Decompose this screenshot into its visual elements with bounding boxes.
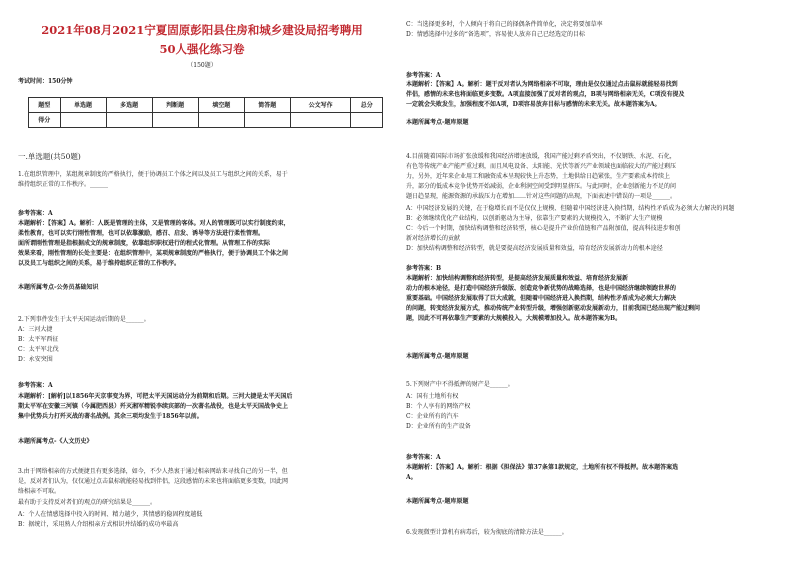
- question-topic: 本题所属考点-公务员基础知识: [18, 284, 99, 291]
- score-cell: [152, 113, 198, 128]
- score-table-header: 总分: [351, 98, 383, 113]
- option-b: B：据统计，采用熟人介绍相亲方式相识并结婚的成功率最高: [18, 521, 179, 528]
- option-c: C：太平军北伐: [18, 346, 59, 353]
- answer-label: 参考答案：A: [406, 454, 441, 461]
- option-c: C：今后一个时期，加快结构调整和经济转型，核心是提升产业价值链和产品附加值，提高科技进步和创: [406, 225, 681, 232]
- question-text-line: 有色等传统产业产能严重过剩，而且风电设备、太阳能、光伏等新兴产业领域也面临较大的产能过剩压: [406, 163, 677, 170]
- analysis-line: 本题解析：【答案】A。解析：题干反对者认为网络相亲不可取，理由是仅仅通过点击鼠标就能轻易找到: [406, 81, 678, 88]
- option-a: A：个人在情感选择中投入的时间、精力越少，其情感的稳固程度越低: [18, 511, 203, 518]
- score-table-header: 简答题: [244, 98, 290, 113]
- question-5: 5.下列财产中不得抵押的财产是______。: [406, 381, 514, 388]
- analysis-line: 期太平军在安徽三河镇（今属肥西县）歼灭湘军精锐李续宾部的一次著名战役，也是太平天国战争史上: [18, 403, 289, 410]
- score-cell: [244, 113, 290, 128]
- answer-analysis: [406, 80, 685, 110]
- option-d: D：永安突围: [18, 356, 53, 363]
- exam-time: 考试时间：150分钟: [18, 78, 73, 85]
- question-options: [406, 204, 734, 254]
- answer-analysis: [18, 392, 292, 422]
- analysis-line: 本题解析：加快结构调整和经济转型，是提高经济发展质量和效益、培育经济发展新: [406, 275, 629, 282]
- question-count: （150题）: [187, 62, 217, 69]
- option-b: B：太平军西征: [18, 336, 59, 343]
- analysis-line: A。: [406, 474, 417, 481]
- question-prompt: 最有助于支持反对者们的观点的研究结果是______。: [18, 499, 157, 506]
- question-text-line: 4.目前随着国际市场扩张放缓和我国经济增速放缓，我国产能过剩矛盾突出，不仅钢铁、水泥、石化，: [406, 153, 676, 160]
- question-text-line: 力，另外，近年来企业用工和融资成本呈现较快上升态势，土地供给日趋紧张，生产要素成本持续上: [406, 173, 671, 180]
- option-a: A：三河大捷: [18, 326, 53, 333]
- question-text-line: 是，反对者们认为，仅仅通过点击鼠标就能轻易找到伴侣，这段感情的未来也将面临更多变数，因此网: [18, 478, 289, 485]
- score-cell: [351, 113, 383, 128]
- score-table-header: 题型: [29, 98, 61, 113]
- score-cell: [106, 113, 152, 128]
- left-column: [18, 0, 386, 565]
- analysis-line: 本题解析：【答案】A。解析：人既是管理的主体，又是管理的客体。对人的管理既可以实行制度约束，: [18, 220, 290, 227]
- option-d: D：情感选择中过多的“备选项”，容易使人放弃自己已经选定的目标: [406, 31, 585, 38]
- answer-analysis: [406, 274, 700, 324]
- option-a: A：国有土地所有权: [406, 393, 459, 400]
- score-table-header: 单选题: [60, 98, 106, 113]
- section-heading: 一.单选题(共50题): [18, 152, 81, 161]
- question-options: [406, 392, 471, 432]
- score-table: [28, 97, 383, 128]
- right-column: [406, 0, 784, 565]
- option-c-cont: 新对经济增长的贡献: [406, 235, 461, 242]
- answer-analysis: [406, 463, 678, 483]
- question-options: [406, 20, 603, 40]
- analysis-line: 的问题，转变经济发展方式，推动传统产业转型升级，增强创新驱动发展新动力，目前我国已经出现产能过剩问: [406, 305, 701, 312]
- option-b: B：必须继续优化产业结构，以创新驱动为主导，依靠生产要素的大规模投入，不断扩大生产规模: [406, 215, 663, 222]
- score-table-header-row: [29, 98, 383, 113]
- question-topic: 本题所属考点-题库原题: [406, 353, 469, 360]
- answer-label: 参考答案：A: [18, 210, 53, 217]
- question-6: 6.发现微型计算机有病毒后，较为彻底的清除方法是______。: [406, 529, 568, 536]
- score-table-header: 判断题: [152, 98, 198, 113]
- option-a: A：中国经济发展的关键，在于稳增长而不是仅仅上规模、但随着中国经济进入换挡期，结构性矛盾成为必须大力解决的问题: [406, 205, 735, 212]
- question-text-line: 题日趋显现，能源资源的承载压力在增加……针对这些问题的出现，下面表述中错误的一项是______。: [406, 193, 677, 200]
- question-4: [406, 152, 676, 202]
- question-options: [18, 510, 202, 530]
- score-table-row: [29, 113, 383, 128]
- question-text-line: 1.在组织管理中，某组规章制度的严格执行，便于协调员工个体之间以及员工与组织之间的关系，易于: [18, 171, 288, 178]
- score-table-header: 填空题: [198, 98, 244, 113]
- score-row-label: 得分: [29, 113, 61, 128]
- option-d: D：企业所有的生产设备: [406, 423, 471, 430]
- analysis-line: 本题解析：【答案】A。解析：根据《担保法》第37条第1款规定，土地所有权不得抵押。故本题答案选: [406, 464, 679, 471]
- question-3: [18, 467, 288, 497]
- analysis-line: 题，因此不可再依靠生产要素的大规模投入，大规模增加投入。故本题答案为B。: [406, 315, 622, 322]
- analysis-line: 本题解析：[解析]以1856年天京事变为界，可把太平天国运动分为前期和后期。三河大捷是太平天国后: [18, 393, 293, 400]
- page-title-line2: 50人强化练习卷: [159, 42, 245, 56]
- question-topic: 本题所属考点-题库原题: [406, 498, 469, 505]
- question-1: [18, 170, 288, 190]
- analysis-line: 效果来看，刚性管理的长处主要是：在组织管理中，某项规章制度的严格执行，便于协调员工个体之间: [18, 250, 289, 257]
- score-cell: [198, 113, 244, 128]
- score-cell: [290, 113, 351, 128]
- option-b: B：个人享有的网络产权: [406, 403, 471, 410]
- score-table-header: 多选题: [106, 98, 152, 113]
- question-text-line: 维持组织正常的工作秩序。______: [18, 181, 109, 188]
- score-table-header: 公文写作: [290, 98, 351, 113]
- question-topic: 本题所属考点-题库原题: [406, 119, 469, 126]
- analysis-line: 伴侣，感情的未来也将面临更多变数。A项直接加强了反对者的观点，B项与网络相亲无关，C项没有提及: [406, 91, 685, 98]
- question-text-line: 升，部分的低成本竞争优势开始减弱，企业利润空间受到明显挤压。与此同时，企业创新能力不足的问: [406, 183, 677, 190]
- analysis-line: 集中优势兵力打歼灭战的著名战例。其余三项均发生于1856年以前。: [18, 413, 203, 420]
- answer-label: 参考答案：A: [18, 382, 53, 389]
- answer-label: 参考答案：B: [406, 265, 442, 272]
- analysis-line: 以及员工与组织之间的关系，易于维持组织正常的工作秩序。: [18, 260, 181, 267]
- question-topic: 本题所属考点-《人文历史》: [18, 438, 93, 445]
- page-title-line1: 2021年08月2021宁夏固原彭阳县住房和城乡建设局招考聘用: [41, 23, 363, 37]
- question-options: [18, 325, 59, 365]
- option-c: C：企业所有的汽车: [406, 413, 459, 420]
- answer-analysis: [18, 219, 290, 269]
- score-cell: [60, 113, 106, 128]
- answer-label: 参考答案：A: [406, 72, 441, 79]
- analysis-line: 面所谓刚性管理是指根据成文的规章制度，依靠组织职权进行的程式化管理。从管理工作的实际: [18, 240, 271, 247]
- analysis-line: 一定就会失败发生，加强程度不如A项，D项容易放弃目标与感情的未来无关。故本题答案为A。: [406, 101, 661, 108]
- option-c: C：当选择更多时，个人倾向于将自己的择偶条件简单化，决定将要加草率: [406, 21, 603, 28]
- question-2: 2.下列事件发生于太平天国运动后期的是______。: [18, 316, 150, 323]
- analysis-line: 动力的根本途径，是打造中国经济升级版、创造竞争新优势的战略选择，也是中国经济继续领跑世界的: [406, 285, 677, 292]
- analysis-line: 柔性教育，也可以实行刚性管理，也可以依靠激励，感召、启发、诱导等方法进行柔性管理。: [18, 230, 265, 237]
- question-text-line: 络相亲不可取。: [18, 488, 61, 495]
- option-d: D：加快结构调整和经济转型，就是要提高经济发展质量和效益，培育经济发展新动力的根本途径: [406, 245, 663, 252]
- analysis-line: 重要基础。中国经济发展取得了巨大成就，但随着中国经济进入换挡期，结构性矛盾成为必须大力解决: [406, 295, 677, 302]
- question-text-line: 3.由于网络相亲的方式便捷且有更多选择，如今，不少人热衷于通过相亲网站来寻找自己的另一半，但: [18, 468, 288, 475]
